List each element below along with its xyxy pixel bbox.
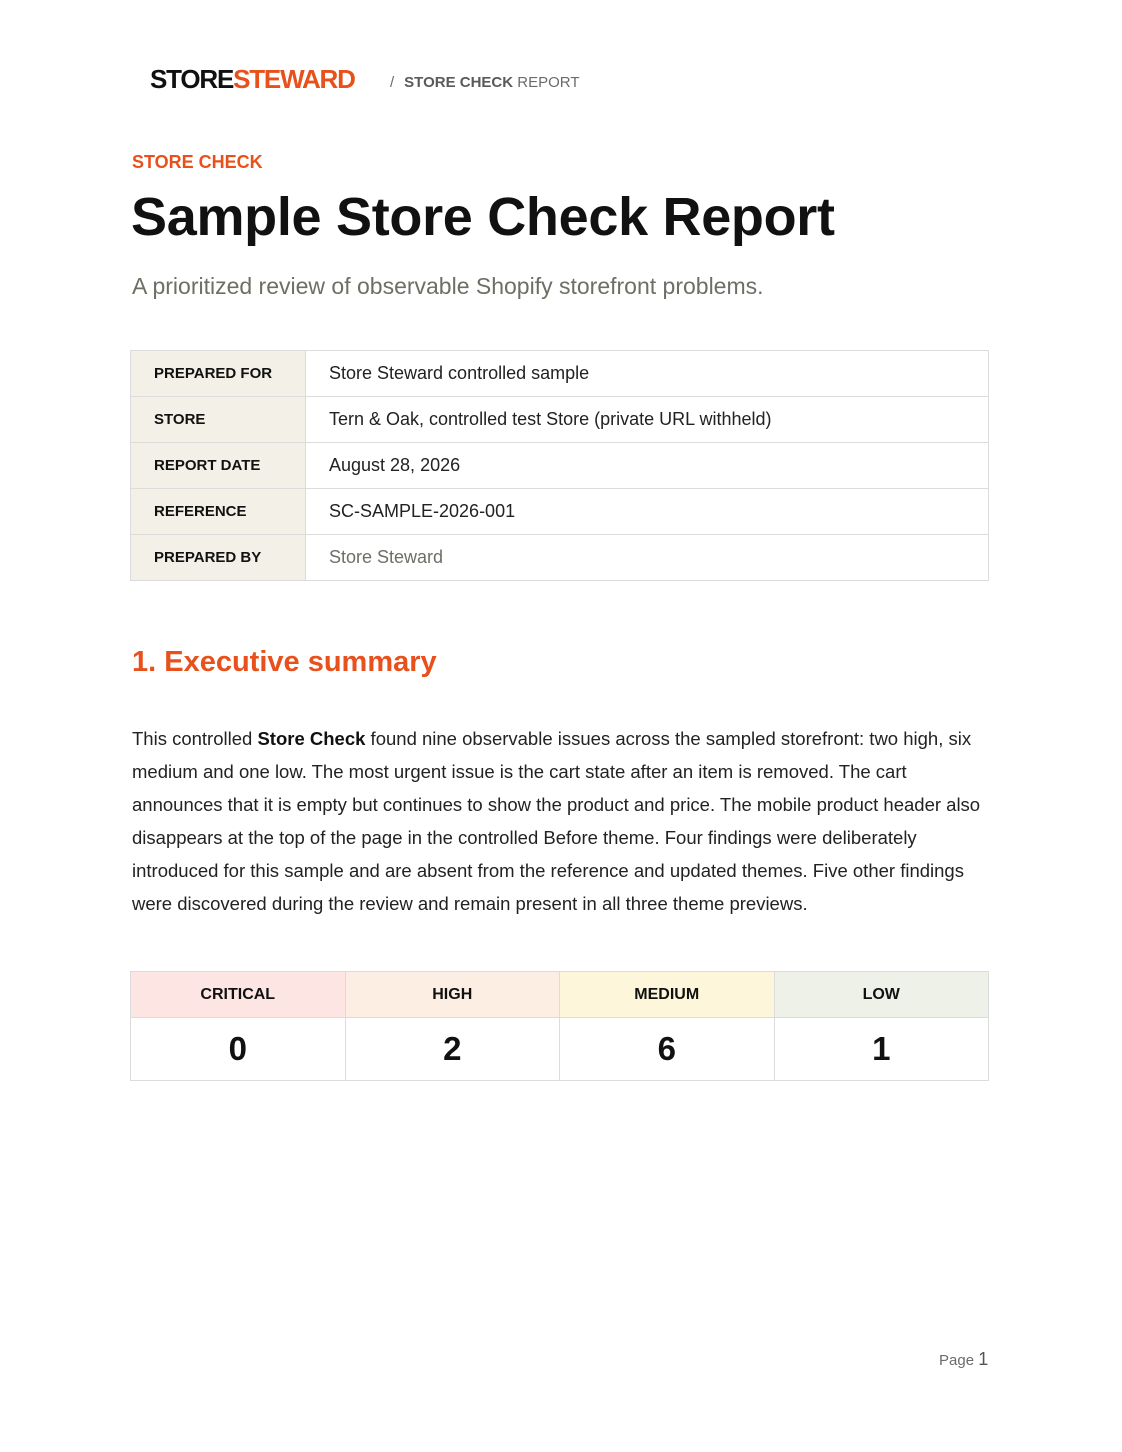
detail-value: August 28, 2026 [306, 443, 989, 489]
detail-label: REPORT DATE [131, 443, 306, 489]
detail-value: Tern & Oak, controlled test Store (private URL withheld) [306, 397, 989, 443]
severity-count-row [131, 1018, 989, 1081]
page-title: Sample Store Check Report [131, 187, 835, 247]
summary-text-bold: Store Check [257, 728, 366, 749]
breadcrumb-separator: / [390, 74, 395, 91]
severity-label-low: LOW [774, 972, 989, 1018]
severity-count-critical: 0 [131, 1018, 346, 1081]
table-row [131, 489, 989, 535]
severity-summary-table [130, 971, 989, 1081]
severity-header-row [131, 972, 989, 1018]
detail-value: SC-SAMPLE-2026-001 [306, 489, 989, 535]
summary-text-rest: found nine observable issues across the sampled storefront: two high, six medium and one low. The most urgent issue is the cart state after an item is removed. The cart announces that it is empty but continues to show the product and price. The mobile product header also disappears at the top of the page in the controlled Before theme. Four findings were deliberately introduced for this sample and are absent from the reference and updated themes. Five other findings were discovered during the review and remain present in all three theme previews. [132, 728, 981, 914]
severity-count-medium: 6 [560, 1018, 775, 1081]
severity-label-high: HIGH [345, 972, 560, 1018]
page-number [939, 1349, 988, 1370]
severity-count-low: 1 [774, 1018, 989, 1081]
section-heading-executive-summary: 1. Executive summary [132, 646, 437, 678]
summary-text-start: This controlled [132, 728, 258, 749]
detail-label: PREPARED BY [131, 535, 306, 581]
detail-label: PREPARED FOR [131, 351, 306, 397]
logo [150, 62, 355, 96]
logo-text-store: STORE [150, 64, 234, 94]
logo-text-steward: STEWARD [233, 64, 355, 94]
summary-paragraph [132, 722, 990, 920]
detail-label: REFERENCE [131, 489, 306, 535]
severity-label-medium: MEDIUM [560, 972, 775, 1018]
breadcrumb-section: STORE CHECK [404, 74, 514, 91]
table-row [131, 443, 989, 489]
report-details-table [130, 350, 989, 581]
detail-label: STORE [131, 397, 306, 443]
breadcrumb-page: REPORT [517, 74, 580, 91]
page-label: Page [939, 1352, 975, 1369]
breadcrumb [390, 74, 579, 91]
table-row [131, 351, 989, 397]
severity-label-critical: CRITICAL [131, 972, 346, 1018]
detail-value: Store Steward controlled sample [306, 351, 989, 397]
table-row [131, 535, 989, 581]
page-number-value: 1 [978, 1349, 989, 1369]
detail-value: Store Steward [306, 535, 989, 581]
table-row [131, 397, 989, 443]
severity-count-high: 2 [345, 1018, 560, 1081]
eyebrow-label: STORE CHECK [132, 152, 263, 172]
page-subtitle: A prioritized review of observable Shopify storefront problems. [132, 273, 764, 299]
